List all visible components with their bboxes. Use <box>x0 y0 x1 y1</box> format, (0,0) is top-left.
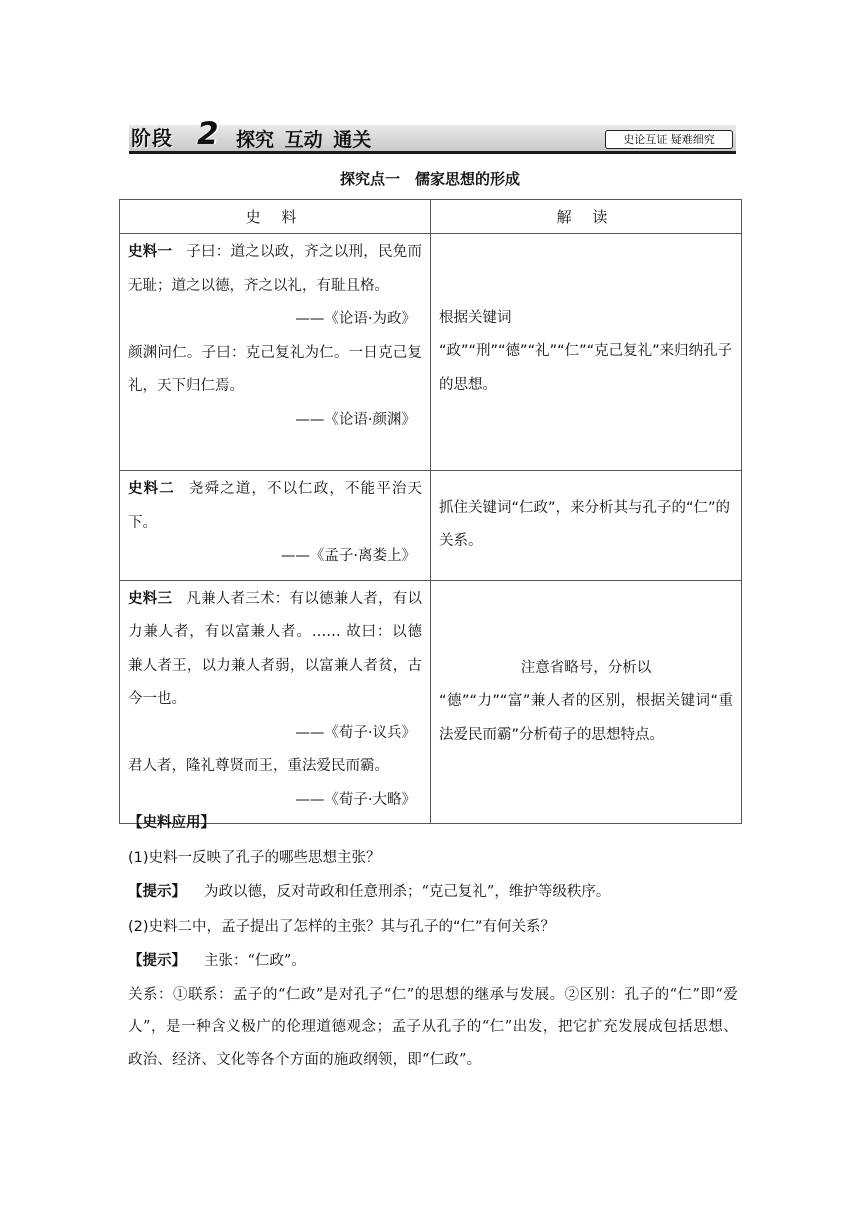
interpretation-text: “德”“力”“富”兼人者的区别，根据关键词“重法爱民而霸”分析荀子的思想特点。 <box>439 693 733 743</box>
source-cell <box>120 580 431 824</box>
table-row <box>120 471 742 581</box>
source-text: 凡兼人者三术：有以德兼人者，有以力兼人者，有以富兼人者。…… 故曰：以德兼人者王，以力兼人者弱，以富兼人者贫，古今一也。 <box>128 590 422 707</box>
source-tag: 史料一 <box>128 244 173 260</box>
source-text: 颜渊问仁。子曰：克己复礼为仁。一日克己复礼，天下归仁焉。 <box>128 344 422 394</box>
answer-2: 主张：“仁政”。 <box>204 953 306 969</box>
application-section <box>128 806 738 1076</box>
source-cell <box>120 234 431 471</box>
header-interpretation: 解 读 <box>431 200 742 234</box>
interpretation-cell <box>431 234 742 471</box>
hint-label: 【提示】 <box>128 953 186 969</box>
table-row <box>120 234 742 471</box>
question-2: (2)史料二中，孟子提出了怎样的主张？其与孔子的“仁”有何关系？ <box>128 918 556 935</box>
interpretation-text: 注意省略号，分析以 <box>520 659 652 676</box>
stage-title: 探究 互动 通关 <box>236 129 372 151</box>
interpretation-text: 抓住关键词“仁政”，来分析其与孔子的“仁”的关系。 <box>439 499 731 550</box>
source-citation: ——《论语·颜渊》 <box>295 411 416 428</box>
interpretation-text: “政”“刑”“德”“礼”“仁”“克己复礼”来归纳孔子的思想。 <box>439 343 733 393</box>
application-title: 【史料应用】 <box>128 815 215 831</box>
stage-number: 2 <box>197 116 219 152</box>
answer-1: 为政以德，反对苛政和任意刑杀；“克己复礼”，维护等级秩序。 <box>204 884 611 900</box>
source-tag: 史料二 <box>128 481 175 497</box>
source-text: 尧舜之道，不以仁政，不能平治天下。 <box>128 481 423 531</box>
interpretation-text: 根据关键词 <box>439 309 512 326</box>
source-text: 君人者，隆礼尊贤而王，重法爱民而霸。 <box>128 758 389 774</box>
source-citation: ——《孟子·离娄上》 <box>280 548 416 564</box>
hint-label: 【提示】 <box>128 884 186 900</box>
source-text: 子曰：道之以政，齐之以刑，民免而无耻；道之以德，齐之以礼，有耻且格。 <box>128 244 422 294</box>
source-citation: ——《荀子·议兵》 <box>295 724 416 741</box>
stage-label: 阶段 <box>131 126 173 150</box>
question-1: (1)史料一反映了孔子的哪些思想主张？ <box>128 849 381 866</box>
source-tag: 史料三 <box>128 590 173 607</box>
interpretation-cell <box>431 471 742 581</box>
source-citation: ——《荀子·大略》 <box>295 791 416 808</box>
source-table <box>119 199 742 824</box>
stage-badge: 史论互证 疑难细究 <box>605 130 733 149</box>
table-header-row <box>120 200 742 234</box>
source-cell <box>120 471 431 581</box>
header-sources: 史 料 <box>120 200 431 234</box>
source-citation: ——《论语·为政》 <box>295 311 416 327</box>
interpretation-cell <box>431 580 742 824</box>
table-row <box>120 580 742 824</box>
section-heading: 探究点一 儒家思想的形成 <box>339 170 520 188</box>
banner-underline <box>129 151 736 154</box>
answer-2-detail: 关系：①联系：孟子的“仁政”是对孔子“仁”的思想的继承与发展。②区别：孔子的“仁”即“爱人”，是一种含义极广的伦理道德观念；孟子从孔子的“仁”出发，把它扩充发展成包括思想、政治、经济、文化等各个方面的施政纲领，即“仁政”。 <box>128 986 738 1068</box>
